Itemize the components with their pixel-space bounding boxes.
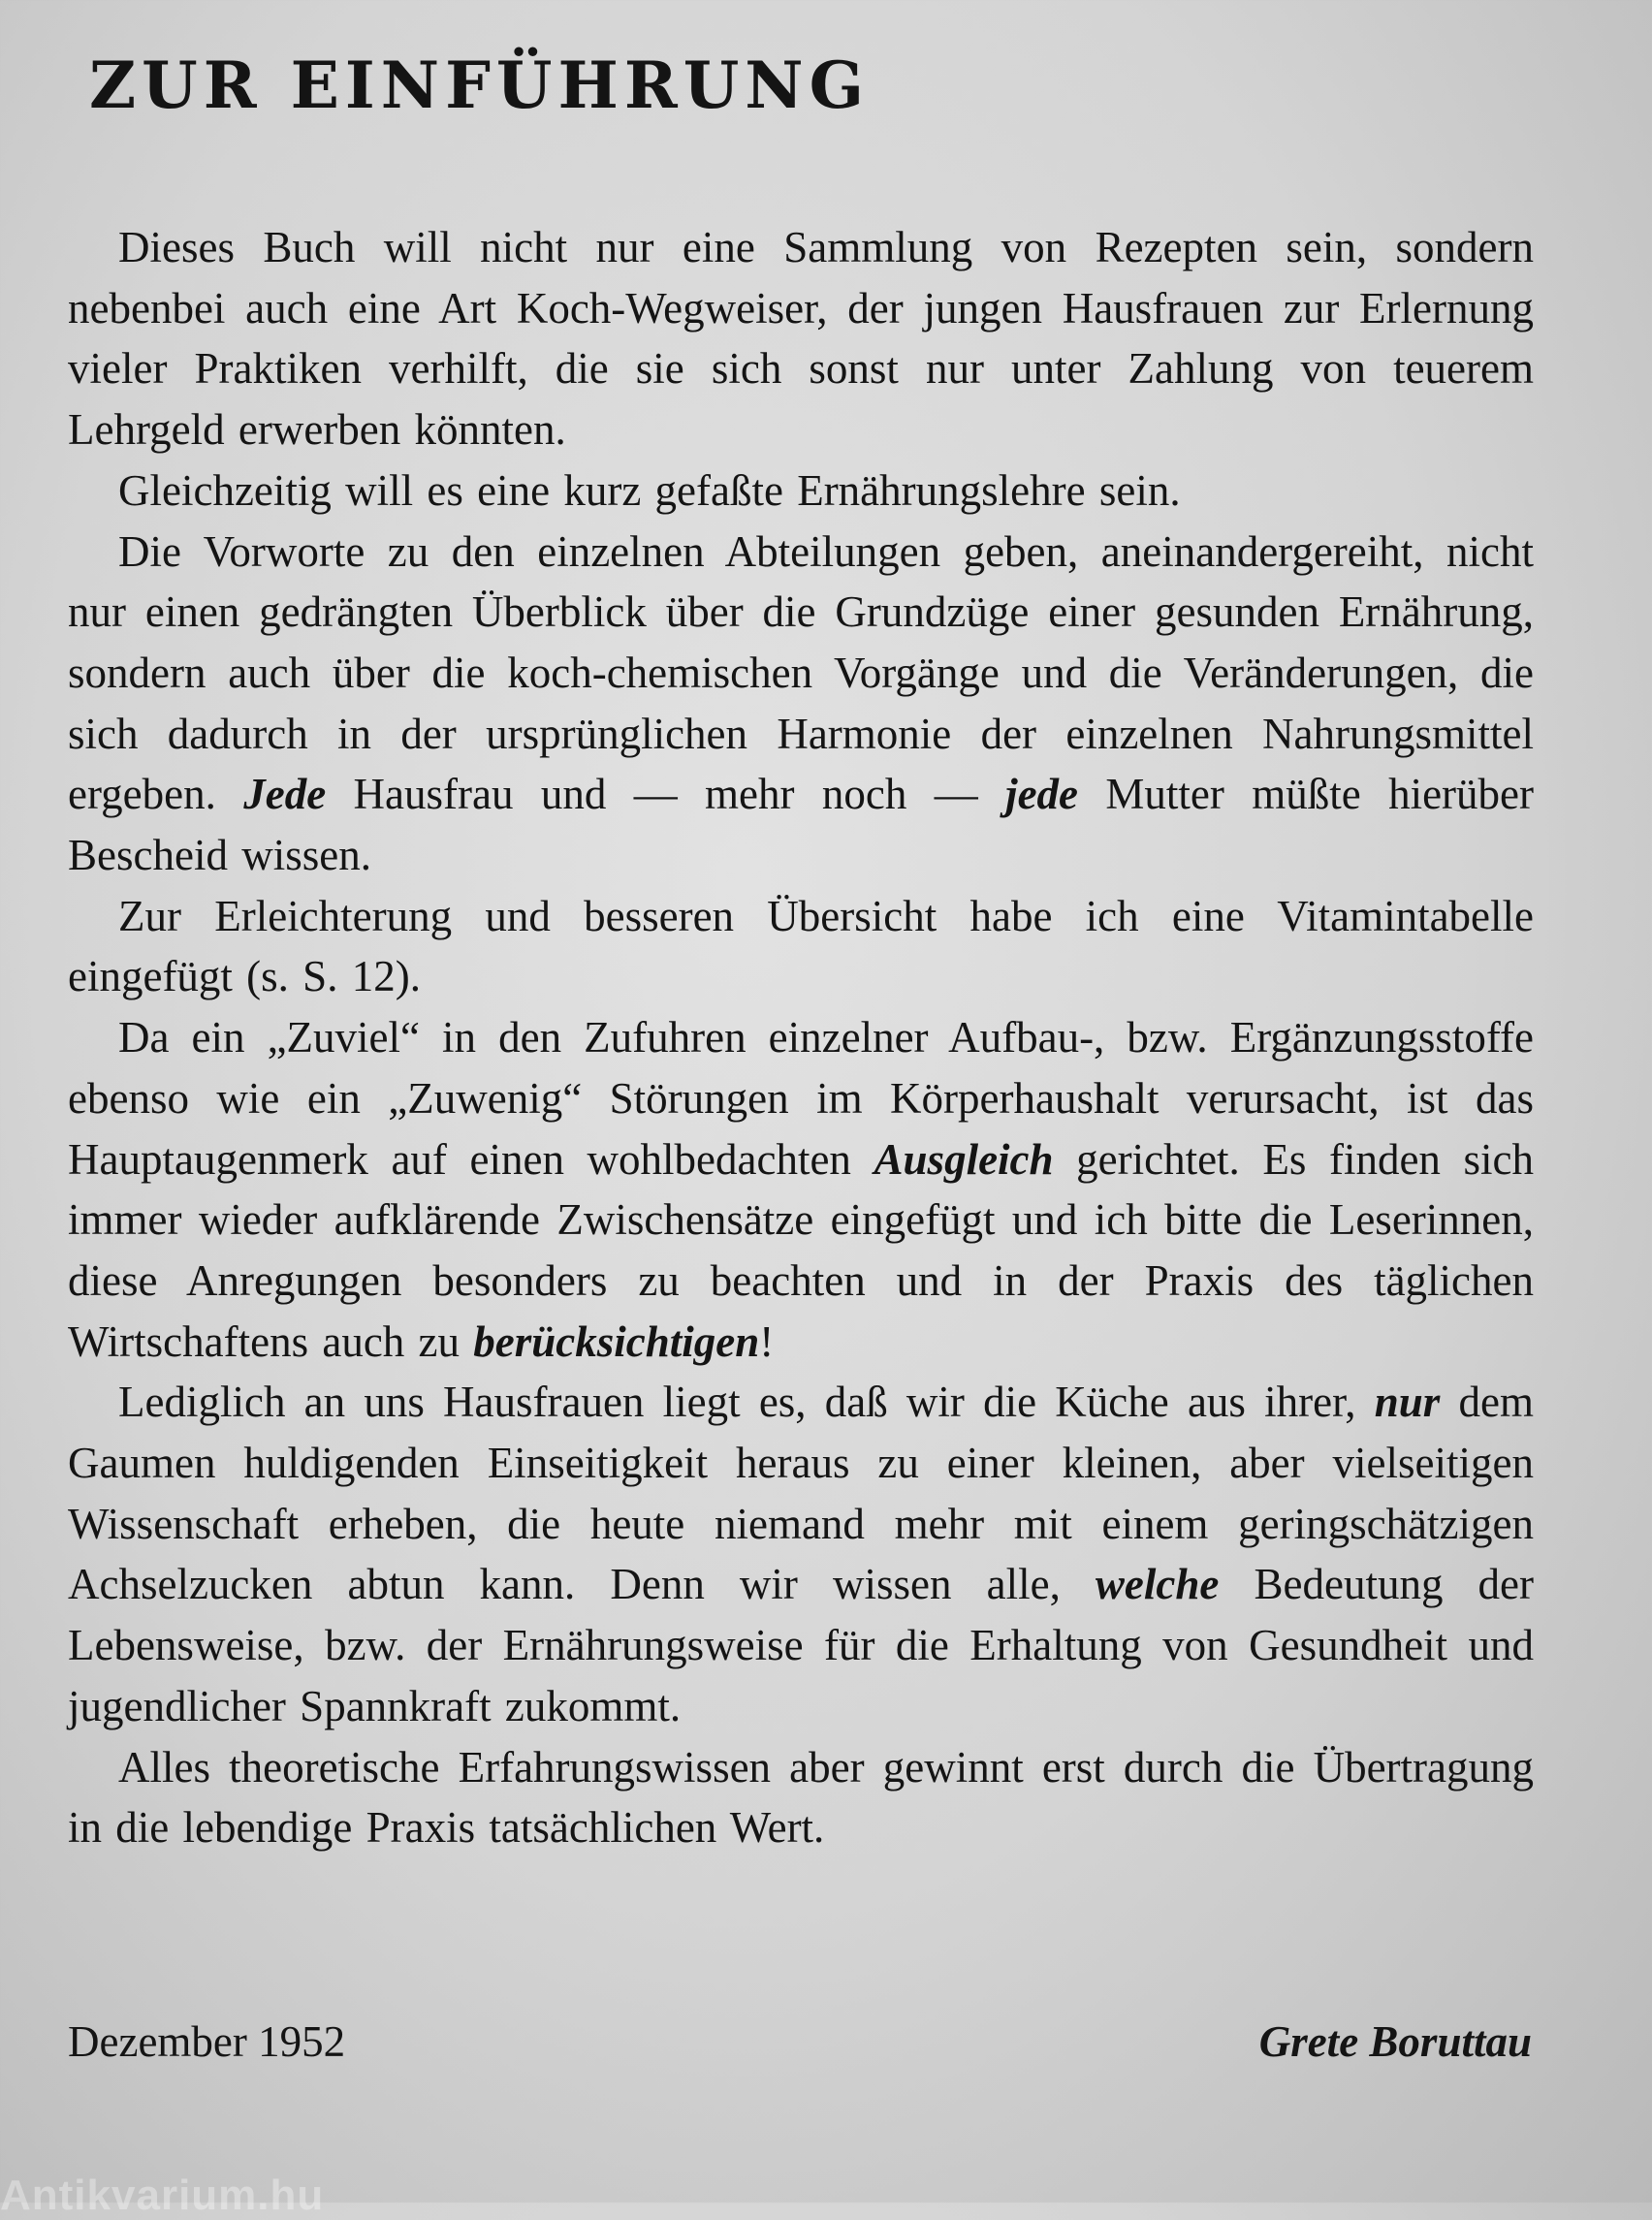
emphasis-text: Ausgleich (874, 1134, 1054, 1184)
text-segment: Mutter müßte hierüber Bescheid wissen. (68, 770, 1534, 880)
watermark: Antikvarium.hu (0, 2172, 325, 2219)
text-segment: gerichtet. Es finden sich immer wieder aufklärende Zwischensätze eingefügt und ich bitte die Leserinnen, diese Anregungen besonders zu beachten und in der Praxis des täglichen Wirtschaftens auch zu (68, 1134, 1534, 1366)
paragraph (68, 1372, 1534, 1736)
paragraph (68, 217, 1534, 460)
emphasis-text: Jede (243, 770, 327, 819)
text-segment: Zur Erleichterung und besseren Übersicht habe ich eine Vitamintabelle eingefügt (s. S. 12). (68, 891, 1534, 1001)
emphasis-text: jede (1005, 770, 1079, 819)
text-segment: dem Gaumen huldigenden Einseitigkeit heraus zu einer kleinen, aber vielseitigen Wissenschaft erheben, die heute niemand mehr mit einem geringschätzigen Achselzucken abtun kann. Denn wir wissen alle, (68, 1378, 1534, 1609)
footer-date: Dezember 1952 (68, 2017, 346, 2066)
emphasis-text: nur (1374, 1378, 1441, 1427)
paragraph (68, 522, 1534, 886)
emphasis-text: welche (1095, 1560, 1220, 1609)
page-footer (68, 2016, 1532, 2067)
text-segment: Gleichzeitig will es eine kurz gefaßte Ernährungslehre sein. (118, 465, 1181, 515)
page-title: ZUR EINFÜHRUNG (89, 48, 870, 123)
paragraph (68, 460, 1534, 522)
text-segment: Lediglich an uns Hausfrauen liegt es, daß wir die Küche aus ihrer, (118, 1378, 1375, 1427)
paragraph (68, 886, 1534, 1007)
text-segment: Die Vorworte zu den einzelnen Abteilungen geben, aneinandergereiht, nicht nur einen gedrängten Überblick über die Grundzüge einer gesunden Ernährung, sondern auch über die koch-chemischen Vorgänge und die Veränderungen, die sich dadurch in der ursprünglichen Harmonie der einzelnen Nahrungsmittel ergeben. (68, 526, 1534, 819)
footer-author: Grete Boruttau (1258, 2017, 1532, 2066)
paragraph (68, 1007, 1534, 1372)
text-segment: Dieses Buch will nicht nur eine Sammlung von Rezepten sein, sondern nebenbei auch eine Art Koch-Wegweiser, der jungen Hausfrauen zur Erlernung vieler Praktiken verhilft, die sie sich sonst nur unter Zahlung von teuerem Lehrgeld erwerben könnten. (68, 223, 1534, 455)
text-segment: Alles theoretische Erfahrungswissen aber gewinnt erst durch die Übertragung in die lebendige Praxis tatsächlichen Wert. (68, 1742, 1534, 1853)
text-segment: Bedeutung der Lebensweise, bzw. der Ernährungsweise für die Erhaltung von Gesundheit und jugendlicher Spannkraft zukommt. (68, 1560, 1535, 1730)
introduction-text (68, 217, 1534, 1858)
text-segment: ! (759, 1316, 775, 1366)
emphasis-text: berücksichtigen (473, 1316, 760, 1366)
text-segment: Da ein „Zuviel“ in den Zufuhren einzelner Aufbau-, bzw. Ergänzungsstoffe ebenso wie ein „Zuwenig“ Störungen im Körperhaushalt verursacht, ist das Hauptaugenmerk auf einen wohlbedachten (68, 1013, 1534, 1184)
book-page (68, 39, 1534, 1858)
paragraph (68, 1737, 1534, 1858)
text-segment: Hausfrau und — mehr noch — (326, 770, 1006, 819)
